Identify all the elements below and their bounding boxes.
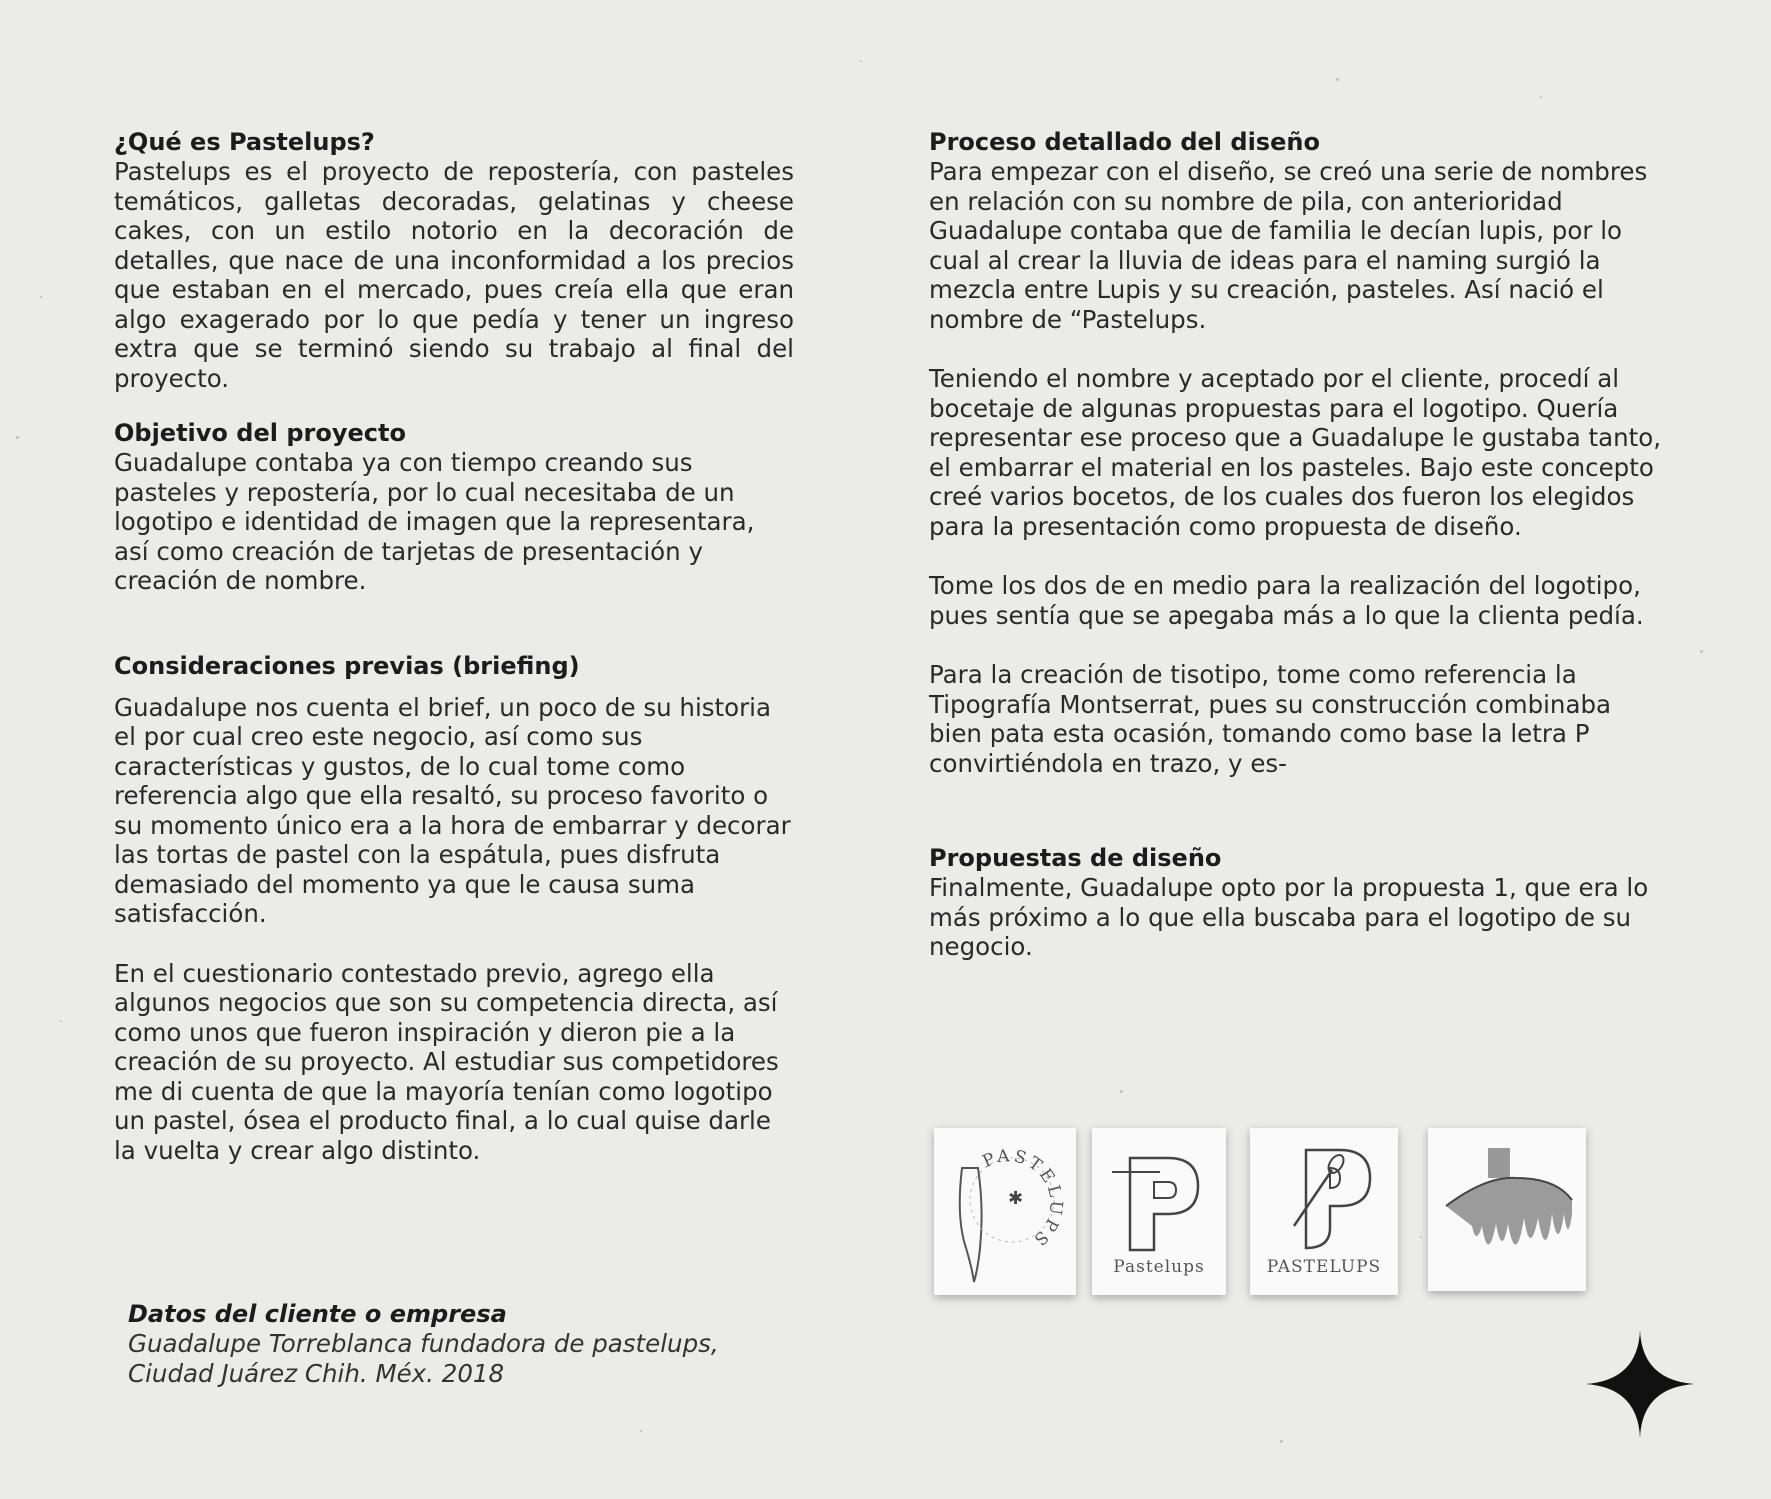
paragraph: Para la creación de tisotipo, tome como referencia la Tipografía Montserrat, pues su construcción combinaba bien pata esta ocasión, tomando como base la letra P convirtiéndola en trazo, y es- xyxy=(929,660,1612,778)
sketch-circular-lettering-icon xyxy=(934,1128,1076,1295)
section-heading: Proceso detallado del diseño xyxy=(929,128,1320,156)
svg-text:✱: ✱ xyxy=(1008,1188,1024,1209)
paragraph: Tome los dos de en medio para la realización del logotipo, pues sentía que se apegaba más a lo que la clienta pedía. xyxy=(929,571,1644,630)
section-que-es xyxy=(114,128,794,393)
section-body-2: En el cuestionario contestado previo, agrego ella algunos negocios que son su competencia directa, así como unos que fueron inspiración y dieron pie a la creación de su proyecto. Al estudiar sus competidores me di cuenta de que la mayoría tenían como logotipo un pastel, ósea el producto final, a lo cual quise darle la vuelta y crear algo distinto. xyxy=(114,958,779,1165)
section-heading: Objetivo del proyecto xyxy=(114,419,406,447)
section-body: Guadalupe contaba ya con tiempo creando sus pasteles y repostería, por lo cual necesitaba de un logotipo e identidad de imagen que la representara, así como creación de tarjetas de presentación y creación de nombre. xyxy=(114,448,755,595)
sketch-dripping-cake-icon xyxy=(1428,1128,1586,1291)
client-body: Guadalupe Torreblanca fundadora de pastelups, Ciudad Juárez Chih. Méx. 2018 xyxy=(128,1329,719,1388)
paragraph: Para empezar con el diseño, se creó una serie de nombres en relación con su nombre de pila, con anterioridad Guadalupe contaba que de familia le decían lupis, por lo cual al crear la lluvia de ideas para el naming surgió la mezcla entre Lupis y su creación, pasteles. Así nació el nombre de “Pastelups. xyxy=(929,157,1648,334)
section-heading: ¿Qué es Pastelups? xyxy=(114,128,375,156)
sketch-p-knife-icon xyxy=(1250,1128,1398,1295)
section-body: Pastelups es el proyecto de repostería, con pasteles temáticos, galletas decoradas, gelatinas y cheese cakes, con un estilo notorio en la decoración de detalles, que nace de una inconformidad a los precios que estaban en el mercado, pues creía ella que eran algo exagerado por lo que pedía y tener un ingreso extra que se terminó siendo su trabajo al final del proyecto. xyxy=(114,157,794,393)
client-data xyxy=(128,1300,768,1388)
sketch-caption: PASTELUPS xyxy=(1266,1257,1382,1277)
section-objetivo xyxy=(114,419,794,596)
left-column xyxy=(114,128,794,1165)
right-column xyxy=(929,128,1664,962)
section-body: Guadalupe nos cuenta el brief, un poco de su historia el por cual creo este negocio, así como sus características y gustos, de lo cual tome como referencia algo que ella resaltó, su proceso favorito o su momento único era a la hora de embarrar y decorar las tortas de pastel con la espátula, pues disfruta demasiado del momento ya que le causa suma satisfacción. xyxy=(114,692,791,928)
sketch-ring-text: PASTELUPS xyxy=(979,1146,1067,1251)
paragraph: Finalmente, Guadalupe opto por la propuesta 1, que era lo más próximo a lo que ella buscaba para el logotipo de su negocio. xyxy=(929,873,1649,961)
section-heading: Consideraciones previas (briefing) xyxy=(114,651,580,680)
paragraph: Teniendo el nombre y aceptado por el cliente, procedí al bocetaje de algunas propuestas para el logotipo. Quería representar ese proceso que a Guadalupe le gustaba tanto, el embarrar el material en los pasteles. Bajo este concepto creé varios bocetos, de los cuales dos fueron los elegidos para la presentación como propuesta de diseño. xyxy=(929,364,1662,541)
sketch-p-spatula-icon xyxy=(1092,1128,1226,1295)
section-briefing xyxy=(114,652,794,1166)
section-heading: Propuestas de diseño xyxy=(929,844,1222,872)
client-heading: Datos del cliente o empresa xyxy=(128,1300,507,1328)
star-icon xyxy=(1586,1330,1694,1438)
sketch-caption: Pastelups xyxy=(1113,1257,1205,1277)
section-proceso xyxy=(929,128,1664,778)
section-propuestas xyxy=(929,844,1664,962)
